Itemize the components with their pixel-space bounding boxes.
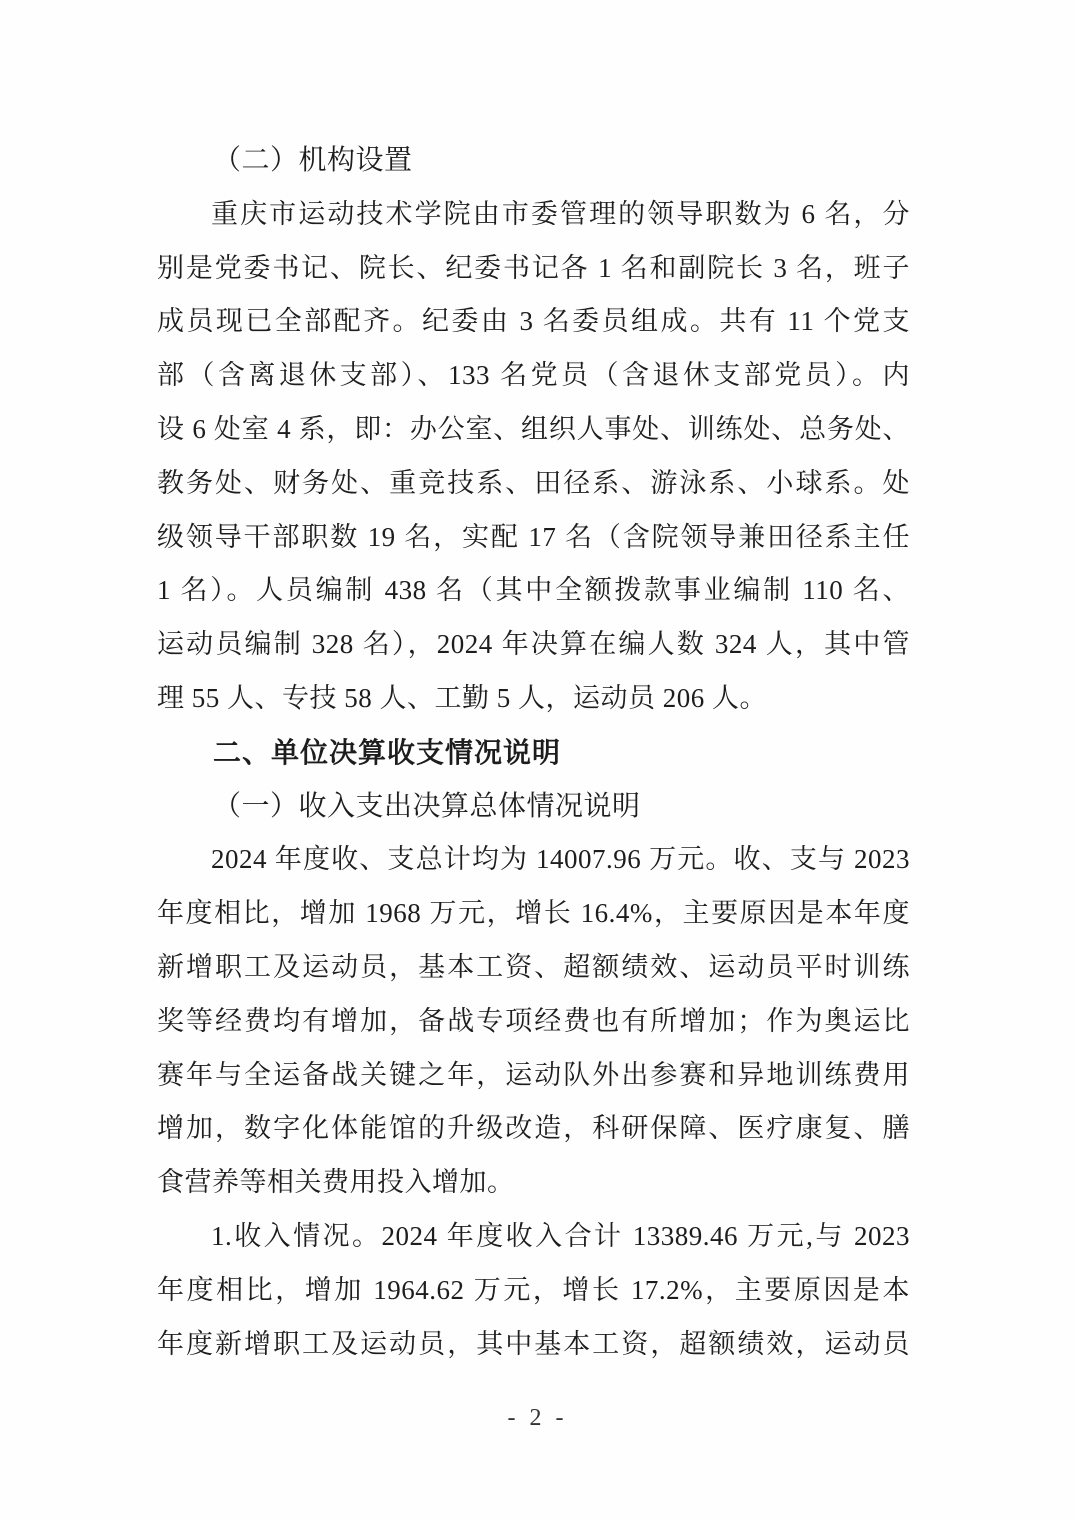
paragraph-line: 1.收入情况。2024 年度收入合计 13389.46 万元,与 2023 — [211, 1220, 910, 1251]
paragraph-line: 年度相比，增加 1964.62 万元，增长 17.2%，主要原因是本 — [157, 1274, 910, 1305]
paragraph-line: 别是党委书记、院长、纪委书记各 1 名和副院长 3 名，班子 — [157, 252, 910, 283]
paragraph-line: 赛年与全运备战关键之年，运动队外出参赛和异地训练费用 — [157, 1059, 910, 1090]
section-heading: 二、单位决算收支情况说明 — [213, 736, 562, 768]
paragraph-line: 1 名）。人员编制 438 名（其中全额拨款事业编制 110 名、 — [157, 575, 910, 606]
paragraph-line: 2024 年度收、支总计均为 14007.96 万元。收、支与 2023 — [211, 844, 910, 875]
paragraph-line: 食营养等相关费用投入增加。 — [157, 1167, 515, 1198]
page-number: - 2 - — [507, 1405, 568, 1431]
paragraph-line: 级领导干部职数 19 名，实配 17 名（含院领导兼田径系主任 — [157, 521, 910, 552]
paragraph-line: 年度相比，增加 1968 万元，增长 16.4%，主要原因是本年度 — [157, 898, 910, 929]
sub-section-heading: （二）机构设置 — [213, 145, 413, 176]
paragraph-line: 理 55 人、专技 58 人、工勤 5 人，运动员 206 人。 — [157, 682, 767, 713]
paragraph-line: 新增职工及运动员，基本工资、超额绩效、运动员平时训练 — [157, 951, 910, 982]
paragraph-line: 教务处、财务处、重竞技系、田径系、游泳系、小球系。处 — [157, 467, 910, 498]
paragraph-line: 设 6 处室 4 系，即：办公室、组织人事处、训练处、总务处、 — [157, 413, 910, 444]
paragraph-line: 部（含离退休支部）、133 名党员（含退休支部党员）。内 — [157, 360, 910, 391]
document-body — [157, 134, 910, 1371]
paragraph-line: 奖等经费均有增加，备战专项经费也有所增加；作为奥运比 — [157, 1005, 910, 1036]
paragraph-line: 重庆市运动技术学院由市委管理的领导职数为 6 名，分 — [211, 198, 910, 229]
paragraph-line: 年度新增职工及运动员，其中基本工资，超额绩效，运动员 — [157, 1328, 910, 1359]
paragraph-line: 增加，数字化体能馆的升级改造，科研保障、医疗康复、膳 — [157, 1113, 910, 1144]
paragraph-line: 运动员编制 328 名），2024 年决算在编人数 324 人，其中管 — [157, 629, 910, 660]
paragraph-line: 成员现已全部配齐。纪委由 3 名委员组成。共有 11 个党支 — [157, 306, 910, 337]
sub-section-heading: （一）收入支出决算总体情况说明 — [213, 790, 641, 822]
